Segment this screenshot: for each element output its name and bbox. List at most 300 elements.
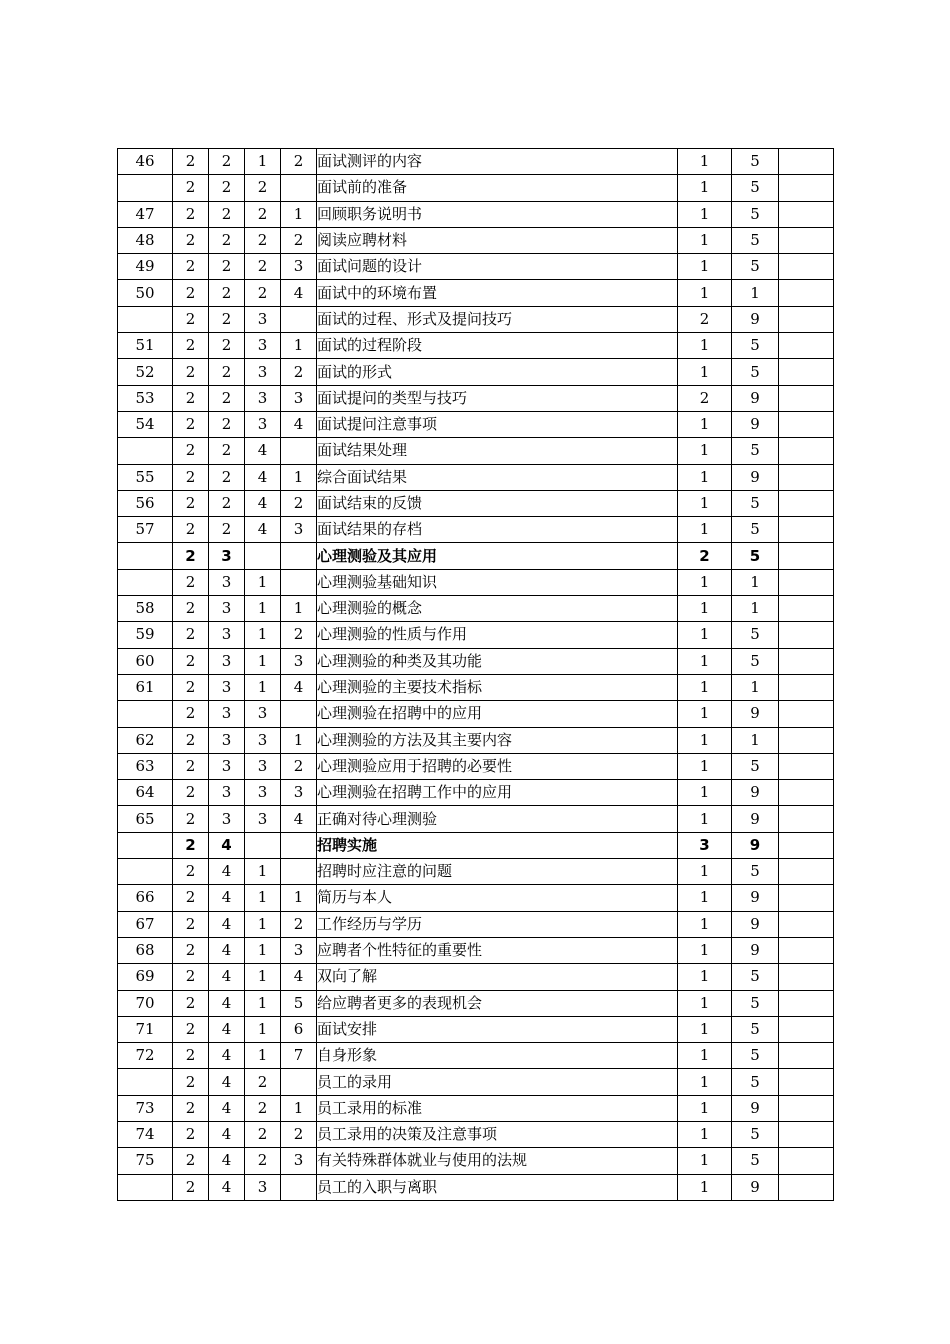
- level-4-cell: 5: [281, 990, 317, 1016]
- remarks-cell: [779, 937, 834, 963]
- level-4-cell: 4: [281, 280, 317, 306]
- level-4-cell: [281, 438, 317, 464]
- item-number-cell: 49: [118, 254, 173, 280]
- level-3-cell: 1: [245, 990, 281, 1016]
- remarks-cell: [779, 1148, 834, 1174]
- item-number-cell: [118, 306, 173, 332]
- level-2-cell: 2: [209, 359, 245, 385]
- table-row: [118, 1148, 834, 1174]
- score-a-cell: 2: [678, 306, 732, 332]
- table-row: [118, 990, 834, 1016]
- level-3-cell: 1: [245, 596, 281, 622]
- score-b-cell: 5: [732, 622, 779, 648]
- score-b-cell: 5: [732, 859, 779, 885]
- remarks-cell: [779, 885, 834, 911]
- level-1-cell: 2: [173, 280, 209, 306]
- item-number-cell: 48: [118, 227, 173, 253]
- score-b-cell: 5: [732, 254, 779, 280]
- level-1-cell: 2: [173, 490, 209, 516]
- topic-title-cell: 综合面试结果: [317, 464, 678, 490]
- level-3-cell: 4: [245, 438, 281, 464]
- level-4-cell: [281, 543, 317, 569]
- remarks-cell: [779, 727, 834, 753]
- level-1-cell: 2: [173, 411, 209, 437]
- score-a-cell: 1: [678, 490, 732, 516]
- level-2-cell: 2: [209, 149, 245, 175]
- level-2-cell: 4: [209, 990, 245, 1016]
- level-4-cell: 1: [281, 201, 317, 227]
- table-row: [118, 254, 834, 280]
- remarks-cell: [779, 280, 834, 306]
- level-2-cell: 4: [209, 911, 245, 937]
- table-row: [118, 937, 834, 963]
- level-2-cell: 3: [209, 674, 245, 700]
- level-3-cell: 3: [245, 727, 281, 753]
- level-3-cell: 2: [245, 1121, 281, 1147]
- level-4-cell: [281, 175, 317, 201]
- level-1-cell: 2: [173, 359, 209, 385]
- topic-title-cell: 面试结果处理: [317, 438, 678, 464]
- level-1-cell: 2: [173, 543, 209, 569]
- level-4-cell: 3: [281, 937, 317, 963]
- level-2-cell: 2: [209, 175, 245, 201]
- item-number-cell: 52: [118, 359, 173, 385]
- score-a-cell: 1: [678, 753, 732, 779]
- topic-title-cell: 面试结果的存档: [317, 517, 678, 543]
- item-number-cell: 63: [118, 753, 173, 779]
- level-1-cell: 2: [173, 175, 209, 201]
- score-b-cell: 5: [732, 490, 779, 516]
- level-1-cell: 2: [173, 1121, 209, 1147]
- table-row: [118, 385, 834, 411]
- level-3-cell: 1: [245, 569, 281, 595]
- score-b-cell: 5: [732, 333, 779, 359]
- score-a-cell: 2: [678, 543, 732, 569]
- level-4-cell: 3: [281, 254, 317, 280]
- table-row: [118, 701, 834, 727]
- level-1-cell: 2: [173, 464, 209, 490]
- remarks-cell: [779, 701, 834, 727]
- score-b-cell: 5: [732, 201, 779, 227]
- score-a-cell: 1: [678, 911, 732, 937]
- level-1-cell: 2: [173, 438, 209, 464]
- level-3-cell: 3: [245, 306, 281, 332]
- score-b-cell: 1: [732, 727, 779, 753]
- level-1-cell: 2: [173, 701, 209, 727]
- table-row: [118, 727, 834, 753]
- table-row: [118, 1095, 834, 1121]
- table-row: [118, 1016, 834, 1042]
- level-1-cell: 2: [173, 648, 209, 674]
- remarks-cell: [779, 911, 834, 937]
- item-number-cell: 50: [118, 280, 173, 306]
- level-1-cell: 2: [173, 1174, 209, 1200]
- level-1-cell: 2: [173, 1043, 209, 1069]
- level-2-cell: 3: [209, 806, 245, 832]
- item-number-cell: 66: [118, 885, 173, 911]
- level-2-cell: 4: [209, 964, 245, 990]
- table-row: [118, 333, 834, 359]
- remarks-cell: [779, 1095, 834, 1121]
- level-3-cell: 1: [245, 622, 281, 648]
- level-1-cell: 2: [173, 1069, 209, 1095]
- level-2-cell: 2: [209, 385, 245, 411]
- level-3-cell: 4: [245, 490, 281, 516]
- score-b-cell: 1: [732, 569, 779, 595]
- table-row: [118, 885, 834, 911]
- score-b-cell: 1: [732, 280, 779, 306]
- topic-title-cell: 心理测验的概念: [317, 596, 678, 622]
- table-row: [118, 806, 834, 832]
- remarks-cell: [779, 806, 834, 832]
- item-number-cell: 74: [118, 1121, 173, 1147]
- level-4-cell: [281, 701, 317, 727]
- item-number-cell: 46: [118, 149, 173, 175]
- score-a-cell: 1: [678, 333, 732, 359]
- topic-title-cell: 面试安排: [317, 1016, 678, 1042]
- level-3-cell: 3: [245, 780, 281, 806]
- item-number-cell: 58: [118, 596, 173, 622]
- score-b-cell: 9: [732, 306, 779, 332]
- level-4-cell: [281, 1069, 317, 1095]
- topic-title-cell: 应聘者个性特征的重要性: [317, 937, 678, 963]
- level-1-cell: 2: [173, 832, 209, 858]
- level-4-cell: 1: [281, 1095, 317, 1121]
- table-row: [118, 674, 834, 700]
- item-number-cell: 64: [118, 780, 173, 806]
- remarks-cell: [779, 1121, 834, 1147]
- score-b-cell: 9: [732, 464, 779, 490]
- level-1-cell: 2: [173, 201, 209, 227]
- remarks-cell: [779, 543, 834, 569]
- table-row: [118, 1069, 834, 1095]
- topic-title-cell: 正确对待心理测验: [317, 806, 678, 832]
- level-2-cell: 4: [209, 937, 245, 963]
- score-b-cell: 5: [732, 990, 779, 1016]
- score-b-cell: 1: [732, 596, 779, 622]
- score-a-cell: 1: [678, 990, 732, 1016]
- table-row: [118, 964, 834, 990]
- level-1-cell: 2: [173, 254, 209, 280]
- score-a-cell: 1: [678, 859, 732, 885]
- level-1-cell: 2: [173, 937, 209, 963]
- score-b-cell: 5: [732, 438, 779, 464]
- level-1-cell: 2: [173, 1095, 209, 1121]
- topic-title-cell: 面试的形式: [317, 359, 678, 385]
- item-number-cell: [118, 543, 173, 569]
- topic-title-cell: 面试问题的设计: [317, 254, 678, 280]
- level-3-cell: 1: [245, 1016, 281, 1042]
- level-4-cell: 2: [281, 490, 317, 516]
- topic-title-cell: 员工录用的决策及注意事项: [317, 1121, 678, 1147]
- score-a-cell: 1: [678, 780, 732, 806]
- level-1-cell: 2: [173, 859, 209, 885]
- table-row: [118, 464, 834, 490]
- score-a-cell: 1: [678, 937, 732, 963]
- score-b-cell: 5: [732, 517, 779, 543]
- level-2-cell: 4: [209, 885, 245, 911]
- remarks-cell: [779, 438, 834, 464]
- score-b-cell: 5: [732, 648, 779, 674]
- level-2-cell: 2: [209, 464, 245, 490]
- level-1-cell: 2: [173, 596, 209, 622]
- topic-title-cell: 心理测验在招聘中的应用: [317, 701, 678, 727]
- topic-title-cell: 阅读应聘材料: [317, 227, 678, 253]
- item-number-cell: 71: [118, 1016, 173, 1042]
- remarks-cell: [779, 517, 834, 543]
- score-b-cell: 5: [732, 964, 779, 990]
- level-2-cell: 2: [209, 411, 245, 437]
- score-a-cell: 1: [678, 569, 732, 595]
- score-b-cell: 9: [732, 701, 779, 727]
- remarks-cell: [779, 149, 834, 175]
- item-number-cell: 57: [118, 517, 173, 543]
- table-row: [118, 201, 834, 227]
- level-4-cell: 4: [281, 411, 317, 437]
- score-a-cell: 1: [678, 596, 732, 622]
- level-2-cell: 2: [209, 438, 245, 464]
- remarks-cell: [779, 175, 834, 201]
- level-4-cell: 6: [281, 1016, 317, 1042]
- remarks-cell: [779, 333, 834, 359]
- score-a-cell: 1: [678, 1174, 732, 1200]
- topic-title-cell: 面试结束的反馈: [317, 490, 678, 516]
- topic-title-cell: 有关特殊群体就业与使用的法规: [317, 1148, 678, 1174]
- level-4-cell: 4: [281, 674, 317, 700]
- level-4-cell: 2: [281, 753, 317, 779]
- level-1-cell: 2: [173, 990, 209, 1016]
- level-3-cell: 3: [245, 701, 281, 727]
- table-row: [118, 306, 834, 332]
- level-1-cell: 2: [173, 333, 209, 359]
- level-4-cell: 1: [281, 885, 317, 911]
- topic-title-cell: 心理测验在招聘工作中的应用: [317, 780, 678, 806]
- level-2-cell: 2: [209, 201, 245, 227]
- level-2-cell: 2: [209, 280, 245, 306]
- level-3-cell: 3: [245, 806, 281, 832]
- level-2-cell: 3: [209, 648, 245, 674]
- remarks-cell: [779, 964, 834, 990]
- topic-title-cell: 面试中的环境布置: [317, 280, 678, 306]
- score-a-cell: 1: [678, 727, 732, 753]
- level-3-cell: 1: [245, 964, 281, 990]
- score-b-cell: 5: [732, 1148, 779, 1174]
- remarks-cell: [779, 464, 834, 490]
- score-a-cell: 1: [678, 885, 732, 911]
- level-4-cell: 3: [281, 648, 317, 674]
- level-4-cell: [281, 1174, 317, 1200]
- level-4-cell: 2: [281, 622, 317, 648]
- score-b-cell: 5: [732, 149, 779, 175]
- table-body: [118, 149, 834, 1201]
- level-2-cell: 2: [209, 306, 245, 332]
- table-row: [118, 175, 834, 201]
- item-number-cell: [118, 1069, 173, 1095]
- score-a-cell: 1: [678, 1043, 732, 1069]
- level-3-cell: 2: [245, 280, 281, 306]
- level-3-cell: 1: [245, 885, 281, 911]
- score-a-cell: 3: [678, 832, 732, 858]
- level-3-cell: 2: [245, 227, 281, 253]
- level-2-cell: 2: [209, 333, 245, 359]
- item-number-cell: [118, 701, 173, 727]
- level-4-cell: [281, 832, 317, 858]
- remarks-cell: [779, 596, 834, 622]
- score-a-cell: 1: [678, 359, 732, 385]
- item-number-cell: 60: [118, 648, 173, 674]
- score-b-cell: 9: [732, 1095, 779, 1121]
- topic-title-cell: 员工的录用: [317, 1069, 678, 1095]
- score-a-cell: 1: [678, 1121, 732, 1147]
- level-2-cell: 4: [209, 1069, 245, 1095]
- level-2-cell: 3: [209, 569, 245, 595]
- remarks-cell: [779, 1174, 834, 1200]
- remarks-cell: [779, 622, 834, 648]
- topic-title-cell: 心理测验及其应用: [317, 543, 678, 569]
- score-b-cell: 9: [732, 1174, 779, 1200]
- item-number-cell: 65: [118, 806, 173, 832]
- level-3-cell: 2: [245, 201, 281, 227]
- level-3-cell: 2: [245, 1095, 281, 1121]
- table-row: [118, 149, 834, 175]
- level-3-cell: [245, 543, 281, 569]
- score-b-cell: 5: [732, 359, 779, 385]
- topic-title-cell: 面试提问注意事项: [317, 411, 678, 437]
- item-number-cell: 69: [118, 964, 173, 990]
- table-row: [118, 911, 834, 937]
- topic-title-cell: 心理测验应用于招聘的必要性: [317, 753, 678, 779]
- level-3-cell: 4: [245, 464, 281, 490]
- level-2-cell: 2: [209, 227, 245, 253]
- score-b-cell: 1: [732, 674, 779, 700]
- level-2-cell: 2: [209, 254, 245, 280]
- score-a-cell: 1: [678, 701, 732, 727]
- score-b-cell: 5: [732, 227, 779, 253]
- level-1-cell: 2: [173, 1016, 209, 1042]
- item-number-cell: [118, 569, 173, 595]
- level-2-cell: 4: [209, 1121, 245, 1147]
- level-1-cell: 2: [173, 753, 209, 779]
- score-a-cell: 1: [678, 1095, 732, 1121]
- remarks-cell: [779, 411, 834, 437]
- level-2-cell: 3: [209, 753, 245, 779]
- level-3-cell: 3: [245, 411, 281, 437]
- level-2-cell: 3: [209, 596, 245, 622]
- level-2-cell: 4: [209, 1174, 245, 1200]
- score-a-cell: 1: [678, 175, 732, 201]
- table-row: [118, 517, 834, 543]
- level-4-cell: 1: [281, 727, 317, 753]
- remarks-cell: [779, 753, 834, 779]
- item-number-cell: 70: [118, 990, 173, 1016]
- score-a-cell: 1: [678, 517, 732, 543]
- level-4-cell: 4: [281, 806, 317, 832]
- level-3-cell: 3: [245, 359, 281, 385]
- topic-title-cell: 面试的过程、形式及提问技巧: [317, 306, 678, 332]
- topic-title-cell: 给应聘者更多的表现机会: [317, 990, 678, 1016]
- topic-title-cell: 简历与本人: [317, 885, 678, 911]
- score-b-cell: 9: [732, 780, 779, 806]
- level-1-cell: 2: [173, 517, 209, 543]
- table-row: [118, 490, 834, 516]
- level-3-cell: 3: [245, 753, 281, 779]
- table-row: [118, 859, 834, 885]
- level-4-cell: 3: [281, 1148, 317, 1174]
- table-row: [118, 411, 834, 437]
- level-2-cell: 4: [209, 1043, 245, 1069]
- topic-title-cell: 面试测评的内容: [317, 149, 678, 175]
- level-3-cell: 3: [245, 1174, 281, 1200]
- level-3-cell: 2: [245, 254, 281, 280]
- item-number-cell: [118, 859, 173, 885]
- remarks-cell: [779, 1016, 834, 1042]
- score-a-cell: 1: [678, 964, 732, 990]
- score-b-cell: 5: [732, 753, 779, 779]
- level-3-cell: 4: [245, 517, 281, 543]
- score-b-cell: 9: [732, 411, 779, 437]
- item-number-cell: 54: [118, 411, 173, 437]
- level-2-cell: 3: [209, 701, 245, 727]
- level-4-cell: 2: [281, 227, 317, 253]
- score-a-cell: 2: [678, 385, 732, 411]
- table-row: [118, 569, 834, 595]
- table-row: [118, 622, 834, 648]
- score-a-cell: 1: [678, 648, 732, 674]
- level-4-cell: 2: [281, 149, 317, 175]
- remarks-cell: [779, 385, 834, 411]
- item-number-cell: 61: [118, 674, 173, 700]
- score-a-cell: 1: [678, 464, 732, 490]
- score-b-cell: 9: [732, 937, 779, 963]
- level-1-cell: 2: [173, 622, 209, 648]
- remarks-cell: [779, 227, 834, 253]
- topic-title-cell: 心理测验的种类及其功能: [317, 648, 678, 674]
- score-a-cell: 1: [678, 201, 732, 227]
- level-4-cell: 2: [281, 1121, 317, 1147]
- level-4-cell: 2: [281, 359, 317, 385]
- remarks-cell: [779, 490, 834, 516]
- level-4-cell: [281, 859, 317, 885]
- topic-title-cell: 面试提问的类型与技巧: [317, 385, 678, 411]
- score-a-cell: 1: [678, 438, 732, 464]
- level-1-cell: 2: [173, 964, 209, 990]
- score-a-cell: 1: [678, 1148, 732, 1174]
- item-number-cell: 73: [118, 1095, 173, 1121]
- score-b-cell: 5: [732, 175, 779, 201]
- item-number-cell: 51: [118, 333, 173, 359]
- remarks-cell: [779, 648, 834, 674]
- level-4-cell: 4: [281, 964, 317, 990]
- level-3-cell: 2: [245, 1069, 281, 1095]
- table-row: [118, 438, 834, 464]
- remarks-cell: [779, 832, 834, 858]
- table-row: [118, 1174, 834, 1200]
- level-1-cell: 2: [173, 885, 209, 911]
- remarks-cell: [779, 780, 834, 806]
- level-2-cell: 4: [209, 859, 245, 885]
- score-b-cell: 9: [732, 806, 779, 832]
- remarks-cell: [779, 359, 834, 385]
- score-a-cell: 1: [678, 280, 732, 306]
- level-4-cell: [281, 569, 317, 595]
- level-3-cell: 1: [245, 1043, 281, 1069]
- item-number-cell: 67: [118, 911, 173, 937]
- table-row: [118, 1121, 834, 1147]
- item-number-cell: [118, 438, 173, 464]
- level-4-cell: 7: [281, 1043, 317, 1069]
- score-a-cell: 1: [678, 411, 732, 437]
- item-number-cell: 75: [118, 1148, 173, 1174]
